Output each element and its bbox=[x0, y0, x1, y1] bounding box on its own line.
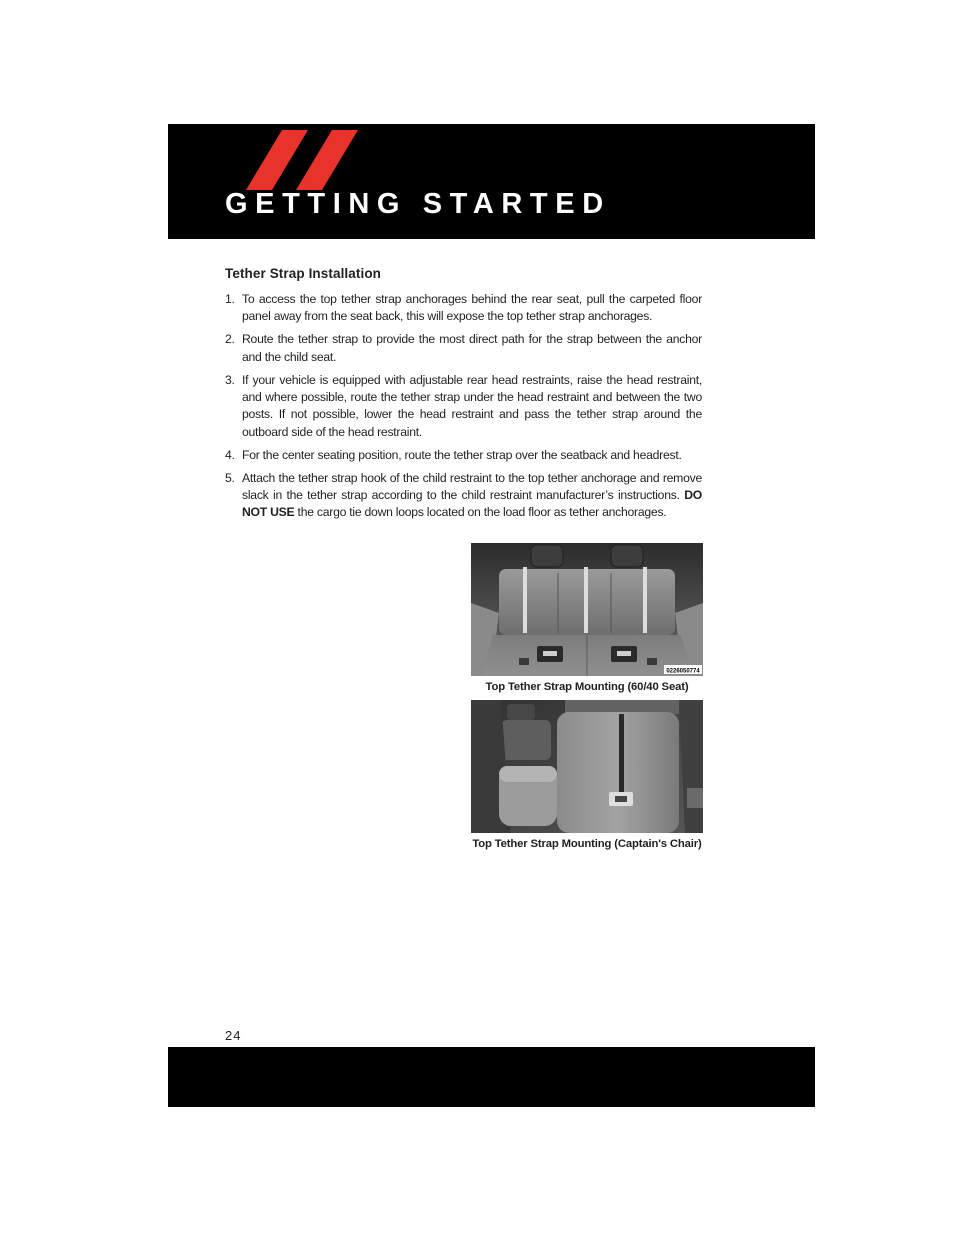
seat-photo-60-40 bbox=[471, 543, 703, 676]
figure-caption: Top Tether Strap Mounting (Captain's Chair) bbox=[472, 838, 702, 850]
section-title: GETTING STARTED bbox=[225, 188, 611, 220]
figure-caption: Top Tether Strap Mounting (60/40 Seat) bbox=[485, 681, 689, 693]
image-code: 0226050774 bbox=[666, 668, 700, 675]
header-band bbox=[168, 124, 815, 239]
warning-emphasis: DO NOT USE bbox=[242, 488, 702, 520]
step-text-continued: the cargo tie down loops located on the load floor as tether anchorages. bbox=[294, 505, 667, 520]
main-content bbox=[225, 266, 702, 527]
step-number: 1. bbox=[225, 292, 235, 306]
list-item bbox=[225, 331, 702, 366]
step-number: 4. bbox=[225, 447, 235, 462]
step-text: If your vehicle is equipped with adjustable rear head restraints, raise the head restraint, and where possible, route the tether strap under the head restraint and between the two posts. If not possible, lower the head restraint and pass the tether strap around the outboard side of the head restraint. bbox=[242, 372, 702, 439]
steps-list bbox=[225, 291, 702, 522]
subheading: Tether Strap Installation bbox=[225, 266, 382, 281]
step-number: 3. bbox=[225, 372, 235, 387]
step-number: 5. bbox=[225, 470, 235, 485]
step-text: Attach the tether strap hook of the child restraint to the top tether anchorage and remove slack in the tether strap according to the child restraint manufacturer’s instructions. bbox=[242, 470, 702, 503]
captains-chair-photo bbox=[471, 700, 703, 833]
list-item bbox=[225, 447, 702, 464]
step-text: Route the tether strap to provide the most direct path for the strap between the anchor and the child seat. bbox=[242, 332, 702, 364]
stripe-right bbox=[296, 130, 358, 190]
page-number: 24 bbox=[225, 1028, 242, 1043]
list-item bbox=[225, 291, 702, 326]
step-text: For the center seating position, route the tether strap over the seatback and headrest. bbox=[242, 447, 682, 462]
brand-stripes-logo bbox=[246, 130, 358, 190]
figure-60-40-seat bbox=[471, 543, 703, 693]
footer-band bbox=[168, 1047, 815, 1107]
step-text: To access the top tether strap anchorages behind the rear seat, pull the carpeted floor panel away from the seat back, this will expose the top tether strap anchorages. bbox=[242, 292, 702, 324]
step-number: 2. bbox=[225, 332, 235, 347]
figure-captains-chair bbox=[471, 700, 703, 850]
list-item bbox=[225, 372, 702, 442]
stripe-left bbox=[246, 130, 308, 190]
list-item bbox=[225, 470, 702, 522]
